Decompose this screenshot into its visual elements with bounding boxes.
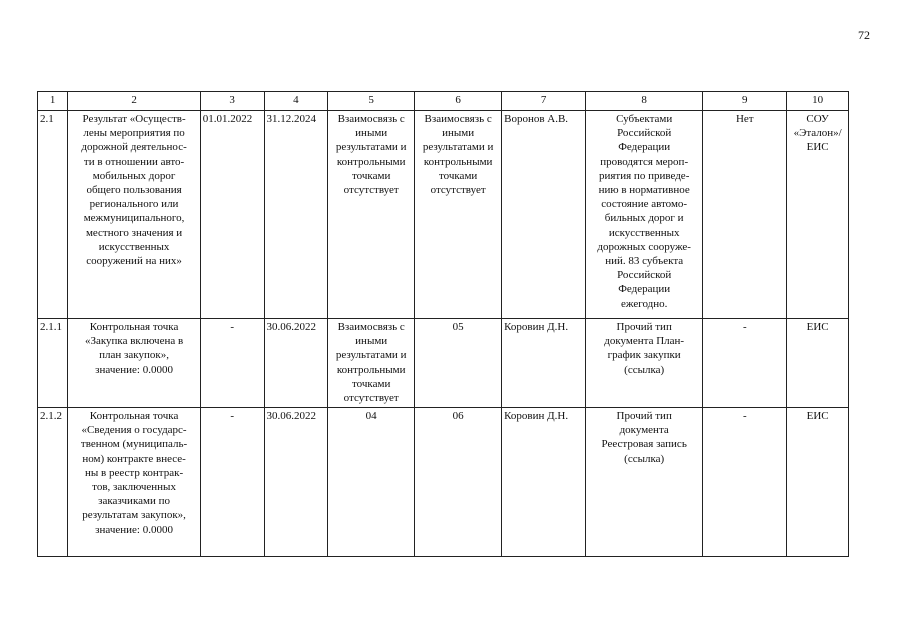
table-row (38, 111, 849, 319)
document-description: Прочий тип документа Реестровая запись (ссылка) (586, 408, 703, 557)
column-header: 8 (586, 92, 703, 111)
start-date: 01.01.2022 (200, 111, 264, 319)
row-number: 2.1.1 (38, 319, 68, 408)
column-header: 1 (38, 92, 68, 111)
info-system: СОУ «Эталон»/ ЕИС (787, 111, 849, 319)
column-header: 3 (200, 92, 264, 111)
flag-value: Нет (703, 111, 787, 319)
end-date: 30.06.2022 (264, 319, 328, 408)
predecessor-relation: 04 (328, 408, 415, 557)
responsible-person: Коровин Д.Н. (502, 319, 586, 408)
predecessor-relation: Взаимосвязь с иными результатами и контрольными точками отсутствует (328, 319, 415, 408)
table-row (38, 408, 849, 557)
responsible-person: Воронов А.В. (502, 111, 586, 319)
column-header: 6 (415, 92, 502, 111)
table-header-row (38, 92, 849, 111)
column-header: 7 (502, 92, 586, 111)
column-header: 2 (68, 92, 200, 111)
predecessor-relation: Взаимосвязь с иными результатами и контрольными точками отсутствует (328, 111, 415, 319)
result-name: Результат «Осуществ- лены мероприятия по дорожной деятельнос- ти в отношении авто- мобильных дорог общего пользования регионального или межмуниципального, местного значения и искусственных сооружений на них» (68, 111, 200, 319)
successor-relation: 05 (415, 319, 502, 408)
info-system: ЕИС (787, 319, 849, 408)
column-header: 10 (787, 92, 849, 111)
start-date: - (200, 319, 264, 408)
milestones-table (37, 91, 849, 557)
result-name: Контрольная точка «Закупка включена в план закупок», значение: 0.0000 (68, 319, 200, 408)
column-header: 5 (328, 92, 415, 111)
end-date: 30.06.2022 (264, 408, 328, 557)
column-header: 9 (703, 92, 787, 111)
row-number: 2.1.2 (38, 408, 68, 557)
table-row (38, 319, 849, 408)
page-number: 72 (858, 28, 870, 42)
responsible-person: Коровин Д.Н. (502, 408, 586, 557)
start-date: - (200, 408, 264, 557)
flag-value: - (703, 408, 787, 557)
document-description: Прочий тип документа План- график закупки (ссылка) (586, 319, 703, 408)
info-system: ЕИС (787, 408, 849, 557)
document-description: Субъектами Российской Федерации проводятся мероп- риятия по приведе- нию в нормативное состояние автомо- бильных дорог и искусственных дорожных сооруже- ний. 83 субъекта Российской Федерации ежегодно. (586, 111, 703, 319)
end-date: 31.12.2024 (264, 111, 328, 319)
successor-relation: 06 (415, 408, 502, 557)
result-name: Контрольная точка «Сведения о государс- твенном (муниципаль- ном) контракте внесе- ны в реестр контрак- тов, заключенных заказчиками по результатам закупок», значение: 0.0000 (68, 408, 200, 557)
successor-relation: Взаимосвязь с иными результатами и контрольными точками отсутствует (415, 111, 502, 319)
flag-value: - (703, 319, 787, 408)
row-number: 2.1 (38, 111, 68, 319)
column-header: 4 (264, 92, 328, 111)
